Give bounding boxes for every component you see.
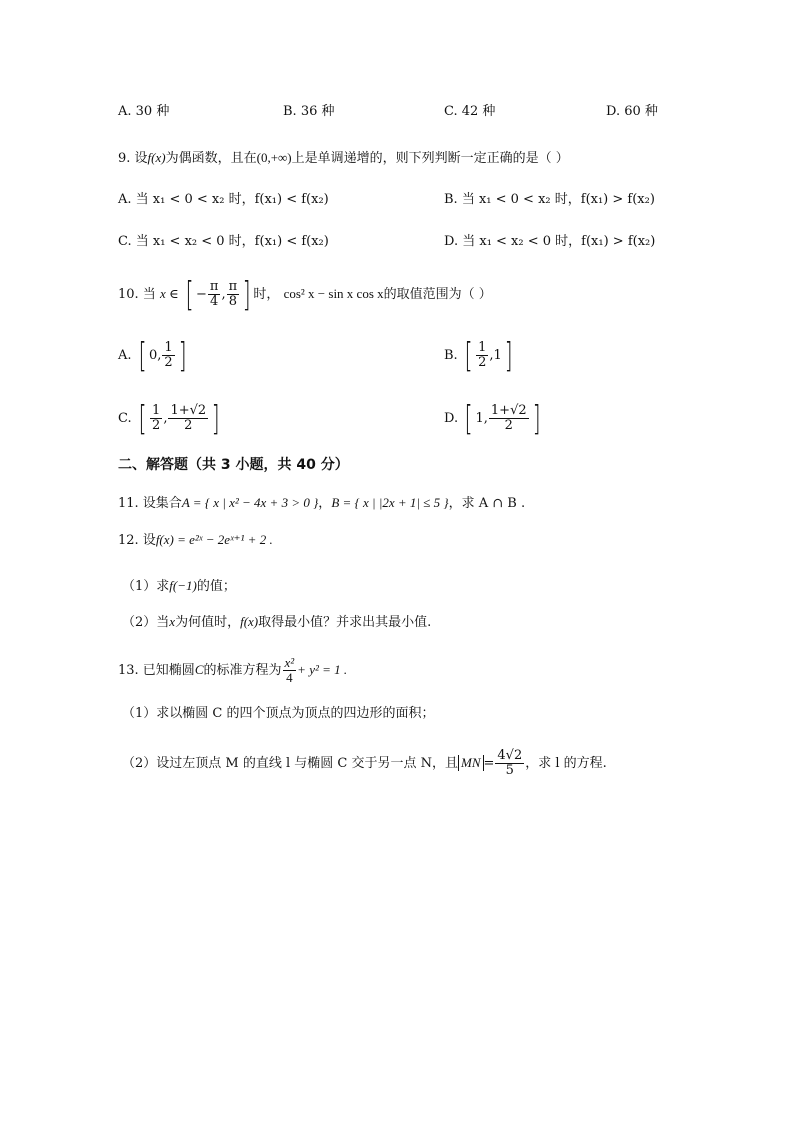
q10-d-label: D. — [444, 411, 459, 426]
q11-stem — [118, 490, 525, 517]
q13-frac-num: x² — [284, 655, 295, 670]
q10-option-b — [444, 336, 515, 376]
q10-b-lbr-icon: [ — [464, 335, 473, 376]
q10-stem: 10. 当 x ∈ [ − $\frac{\pi}{4}$ , $\frac{\pi}{8}$ ] 时， cos² x − sin x cos x的取值范围为（ ） — [118, 274, 492, 315]
q12-p1-post: 的值； — [196, 579, 236, 594]
q13-post: + y² = 1 . — [297, 662, 348, 677]
q10-x-in: x ∈ — [159, 286, 179, 301]
q8-option-c: C. 42 种 — [444, 104, 496, 119]
q13-p2-post: ，求 l 的方程. — [525, 756, 607, 771]
q10-d-frac — [489, 404, 529, 433]
q10-c-frac2 — [168, 404, 208, 433]
q9-option-c: C. 当 x₁ < x₂ < 0 时，f(x₁) < f(x₂) — [118, 234, 329, 249]
q13-frac-den: 4 — [286, 670, 293, 685]
q10-d-rbr-icon: ] — [532, 398, 541, 439]
q11-sep: ， — [318, 496, 332, 511]
q10-d-den: 2 — [504, 418, 513, 433]
q9-stem — [118, 148, 569, 169]
q10-b-rbr-icon: ] — [504, 335, 513, 376]
q10-c-frac1 — [150, 404, 162, 433]
q13-p2-den: 5 — [505, 763, 514, 778]
q9-stem-pre: 9. 设 — [118, 151, 148, 166]
q10-num: 10. 当 — [118, 287, 156, 302]
q10-a-frac — [162, 341, 174, 370]
q10-c-label: C. — [118, 411, 132, 426]
q13-p2-abs: MN — [458, 755, 484, 771]
q10-frac-b — [227, 280, 240, 309]
q10-frac-a — [208, 280, 221, 309]
q10-d-left: 1, — [475, 411, 488, 426]
q10-b-den: 2 — [478, 355, 487, 370]
q10-expr: cos² x − sin x cos x — [283, 286, 384, 301]
q10-frac-a-den: 4 — [210, 294, 219, 309]
q10-minus: − — [196, 287, 207, 302]
q10-a-label: A. — [118, 348, 132, 363]
q10-a-rbr-icon: ] — [178, 335, 187, 376]
q11-post: ，求 A ∩ B . — [448, 496, 526, 511]
q10-c-rbr-icon: ] — [211, 398, 220, 439]
q12-expr: f(x) = e²ˣ − 2eˣ⁺¹ + 2 . — [155, 532, 273, 547]
q10-c-den2: 2 — [184, 418, 193, 433]
q9-fx: f(x) — [147, 150, 166, 165]
q9-stem-mid: 为偶函数，且在 — [165, 151, 257, 166]
q13-C: C — [194, 662, 204, 677]
q11-pre: 11. 设集合 — [118, 496, 182, 511]
q10-b-right: ,1 — [489, 348, 502, 363]
q12-part2 — [122, 612, 431, 633]
q13-part2 — [122, 744, 607, 784]
q8-option-a: A. 30 种 — [118, 104, 170, 119]
q12-p2-mid: 为何值时， — [175, 615, 241, 630]
q11-setB: B = { x | |2x + 1| ≤ 5 } — [331, 495, 449, 510]
q12-p2-fx: f(x) — [240, 614, 259, 629]
q10-b-num: 1 — [478, 340, 487, 355]
q10-mid: 时， — [253, 287, 280, 302]
q10-c-den1: 2 — [152, 418, 161, 433]
q10-d-lbr-icon: [ — [464, 398, 473, 439]
q12-pre: 12. 设 — [118, 533, 156, 548]
q9-option-b: B. 当 x₁ < 0 < x₂ 时，f(x₁) > f(x₂) — [444, 192, 655, 207]
q12-stem — [118, 530, 273, 551]
section-heading: 二、解答题（共 3 小题，共 40 分） — [118, 457, 349, 473]
q12-part1 — [122, 576, 236, 597]
q12-p1-label: （1）求 — [122, 579, 170, 594]
q11-setA: A = { x | x² − 4x + 3 > 0 } — [181, 495, 319, 510]
q9-stem-post: 上是单调递增的，则下列判断一定正确的是（ ） — [291, 151, 569, 166]
q10-left-bracket-icon: [ — [185, 274, 194, 315]
q8-option-b: B. 36 种 — [283, 104, 335, 119]
q10-b-label: B. — [444, 348, 458, 363]
q9-option-d: D. 当 x₁ < x₂ < 0 时，f(x₁) > f(x₂) — [444, 234, 656, 249]
q10-frac-b-num: π — [228, 279, 238, 294]
q8-option-d: D. 60 种 — [606, 104, 658, 119]
q10-option-d — [444, 397, 543, 441]
q12-p1-expr: f(−1) — [169, 578, 197, 593]
q12-p2-label: （2）当 — [122, 615, 170, 630]
q13-p2-frac — [495, 749, 524, 778]
q10-option-c: C. [ $\frac{1}{2}$ , $\frac{1+√2}{2}$ ] — [118, 398, 220, 439]
q13-mid: 的标准方程为 — [203, 663, 282, 678]
q10-c-lbr-icon: [ — [138, 398, 147, 439]
q10-b-frac — [476, 341, 488, 370]
q13-p2-eq: = — [483, 756, 495, 771]
q10-c-num2: 1+√2 — [170, 403, 207, 418]
q10-a-left: 0, — [148, 348, 162, 363]
q13-pre: 13. 已知椭圆 — [118, 663, 195, 678]
q10-post: 的取值范围为（ ） — [383, 287, 492, 302]
q13-part1: （1）求以椭圆 C 的四个顶点为顶点的四边形的面积； — [122, 706, 435, 721]
q13-frac — [283, 656, 297, 685]
q10-d-num: 1+√2 — [490, 403, 527, 418]
q9-option-a: A. 当 x₁ < 0 < x₂ 时，f(x₁) < f(x₂) — [118, 192, 329, 207]
q10-right-bracket-icon: ] — [242, 274, 251, 315]
q13-p2-num: 4√2 — [497, 748, 523, 763]
q13-p2-pre: （2）设过左顶点 M 的直线 l 与椭圆 C 交于另一点 N，且 — [122, 756, 458, 771]
q10-a-num: 1 — [164, 340, 173, 355]
q12-p2-post: 取得最小值？并求出其最小值. — [258, 615, 432, 630]
q9-interval: (0,+∞) — [256, 150, 292, 165]
q10-c-num1: 1 — [152, 403, 161, 418]
q10-option-a — [118, 336, 189, 376]
q13-stem — [118, 650, 347, 691]
q10-frac-b-den: 8 — [228, 294, 238, 309]
q10-a-lbr-icon: [ — [138, 335, 147, 376]
q12-p2-x: x — [169, 614, 176, 629]
q10-a-den: 2 — [164, 355, 173, 370]
q10-frac-a-num: π — [209, 279, 219, 294]
